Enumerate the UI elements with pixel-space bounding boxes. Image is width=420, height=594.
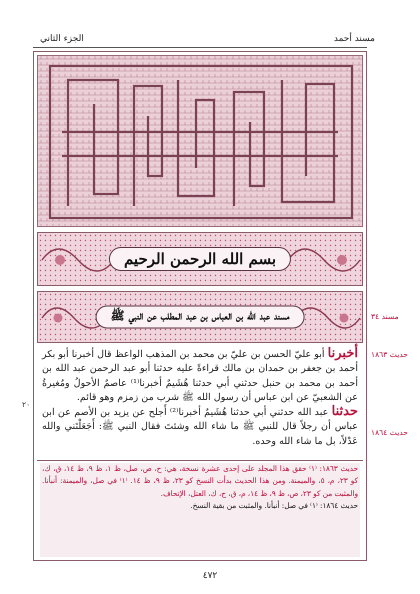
volume-label: الجزء الثاني xyxy=(40,34,84,44)
hadith-1863 xyxy=(42,347,358,405)
header-rule xyxy=(33,47,367,48)
haddathana-word: حدثنا xyxy=(331,404,358,420)
footnote-2: حديث ١٨٦٤: ⁽١⁾ في صل: أنبأنا. والمثبت من بقية النسخ. xyxy=(190,501,358,511)
margin-label-musnad: مسند ٣٤ xyxy=(371,312,399,321)
margin-label-hadith-1864: حديث ١٨٦٤ xyxy=(371,428,408,437)
basmala-text: بسم الله الرحمن الرحيم xyxy=(109,247,291,271)
kufic-maze-pattern xyxy=(38,56,363,227)
margin-label-hadith-1863: حديث ١٨٦٣ xyxy=(371,350,408,359)
basmala-panel xyxy=(37,232,363,286)
page-number: ٤٧٢ xyxy=(202,571,218,581)
hadith-1863-text: أبو عليّ الحسن بن عليّ بن محمد بن المذهب الواعظ قال أخبرنا أبو بكر أحمد بن جعفر بن حمدان بن مالك قراءةً عليه حدثنا أبو عبد الرحمن عبد الله بن أحمد بن محمد بن حنبل حدثني أبي حدثنا هُشَيمٌ أخبرنا⁽¹⁾ عاصمٌ الأحولُ ومُغيرةُ عن الشعبيّ عن ابن عباس أن رسول الله ﷺ شرب من زمزم وهو قائم. xyxy=(42,349,358,403)
margin-left-number: ٢٠ xyxy=(22,400,31,409)
hadith-text xyxy=(42,347,358,449)
footnote-1: حديث ١٨٦٣: ⁽١⁾ حقق هذا المجلد على إحدى عشرة نسخة، هي: ح، ص، صل، ظ ١، ظ ٩، ظ ١٤، ق، ك، كو ٢٣، م، ٥، والميمنة. ومن هذا الحديث بدأت النسخ كو ٢٣، ظ ٩، ظ ١٤. ⁽١⁾ في صل، والميمنة: أنبأنا. والمثبت من كو ٢٣، ص، ظ ٩، ظ ١٤، م، ق، ح، ك، العتل، الإتحاف. xyxy=(42,464,358,498)
book-title: مسند أحمد xyxy=(333,34,375,44)
musnad-title-text: مسند عبد الله بن العباس بن عبد المطلب عن النبي ﷺ xyxy=(96,306,305,329)
musnad-title-panel xyxy=(37,291,363,343)
footnotes-rule xyxy=(37,460,363,461)
hadith-1864 xyxy=(42,405,358,449)
hadith-1864-text: عبد الله حدثني أبي حدثنا هُشَيمٌ أخبرنا⁽²⁾ أَجلح عن يزيد بن الأصم عن ابن عباس أن رجلاً قال للنبي ﷺ ما شاء الله وشئتَ فقال النبي ﷺ: أَجَعَلْتَني والله عَدْلاً، بل ما شاء الله وحده. xyxy=(42,407,358,447)
footnotes xyxy=(40,463,360,557)
kufic-ornament xyxy=(37,55,363,227)
akhbarana-word: أخبرنا xyxy=(327,346,358,361)
